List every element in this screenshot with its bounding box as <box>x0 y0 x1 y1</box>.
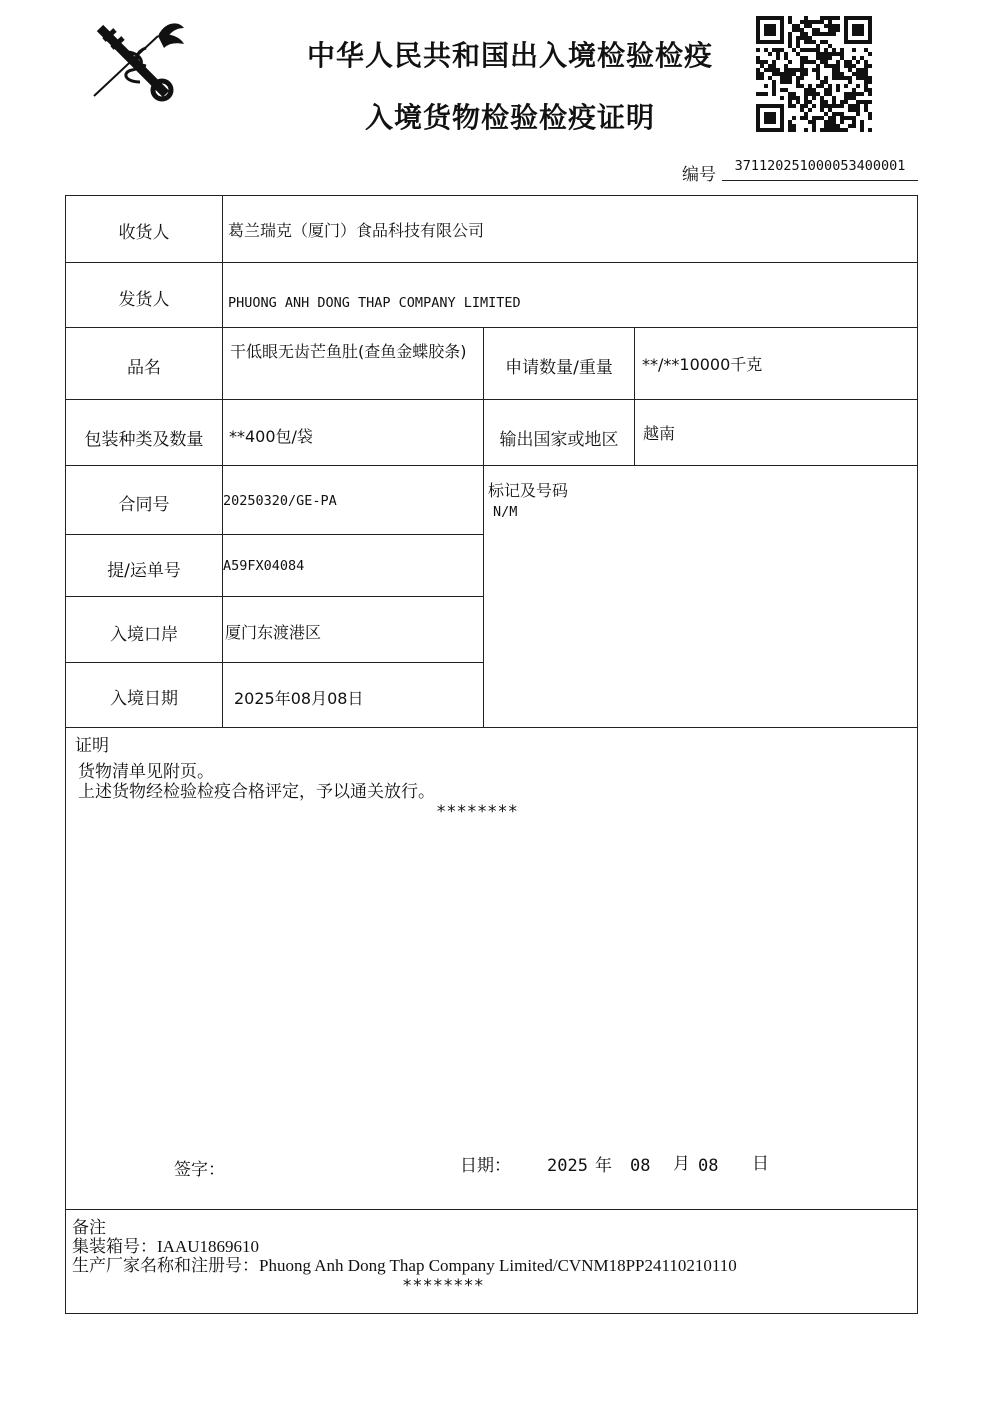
consignor-label: 发货人 <box>118 290 170 310</box>
product-name-label: 品名 <box>127 358 161 378</box>
marks-label: 标记及号码 <box>488 481 569 500</box>
entry-port-value: 厦门东渡港区 <box>225 623 322 642</box>
day-unit: 日 <box>752 1154 769 1174</box>
quantity-weight-label: 申请数量/重量 <box>505 358 613 378</box>
product-name-value: 干低眼无齿芒鱼肚(查鱼金蝶胶条) <box>230 342 467 361</box>
remarks-container <box>72 1237 259 1257</box>
year-unit: 年 <box>595 1156 612 1176</box>
certificate-title: 入境货物检验检疫证明 <box>364 101 655 134</box>
certification-stars: ******** <box>436 802 518 822</box>
entry-date-value: 2025年08月08日 <box>234 689 364 708</box>
qr-code-icon <box>756 16 872 132</box>
remarks-label: 备注 <box>72 1218 106 1238</box>
contract-number-label: 合同号 <box>118 495 170 515</box>
consignee-label: 收货人 <box>118 223 170 243</box>
package-value: **400包/袋 <box>229 427 313 446</box>
bill-of-lading-label: 提/运单号 <box>107 561 181 581</box>
certification-label: 证明 <box>75 736 109 756</box>
remarks-manufacturer <box>72 1256 737 1276</box>
certificate-authority-title: 中华人民共和国出入境检验检疫 <box>306 39 713 72</box>
remarks-stars: ******** <box>402 1276 484 1296</box>
signature-label: 签字： <box>174 1160 225 1180</box>
origin-country-value: 越南 <box>643 424 676 443</box>
consignor-value: PHUONG ANH DONG THAP COMPANY LIMITED <box>228 295 521 311</box>
inspection-emblem-icon <box>88 18 188 108</box>
contract-number-value: 20250320/GE-PA <box>223 493 337 509</box>
bill-of-lading-value: A59FX04084 <box>223 558 305 574</box>
origin-country-label: 输出国家或地区 <box>499 430 619 450</box>
signature-day: 08 <box>698 1156 719 1176</box>
quantity-weight-value: **/**10000千克 <box>642 355 763 374</box>
marks-value: N/M <box>493 504 518 520</box>
signature-month: 08 <box>630 1156 651 1176</box>
month-unit: 月 <box>673 1154 690 1174</box>
certification-line-2: 上述货物经检验检疫合格评定，予以通关放行。 <box>78 782 435 802</box>
manufacturer-registration: 生产厂家名称和注册号：Phuong Anh Dong Thap Company Limited/CVNM18PP24110210110 <box>72 1256 737 1275</box>
qr-code-modules <box>756 16 872 132</box>
signature-date-label: 日期： <box>460 1156 511 1176</box>
consignee-value: 葛兰瑞克（厦门）食品科技有限公司 <box>228 221 485 240</box>
certification-line-1: 货物清单见附页。 <box>78 762 214 782</box>
certificate-number: 371120251000053400001 <box>722 158 918 181</box>
signature-year: 2025 <box>547 1156 588 1176</box>
entry-date-label: 入境日期 <box>110 689 178 709</box>
entry-port-label: 入境口岸 <box>110 625 178 645</box>
certificate-form <box>65 195 918 1314</box>
certificate-number-label: 编号 <box>682 165 716 185</box>
package-label: 包装种类及数量 <box>84 430 204 450</box>
container-number: 集装箱号：IAAU1869610 <box>72 1237 259 1256</box>
